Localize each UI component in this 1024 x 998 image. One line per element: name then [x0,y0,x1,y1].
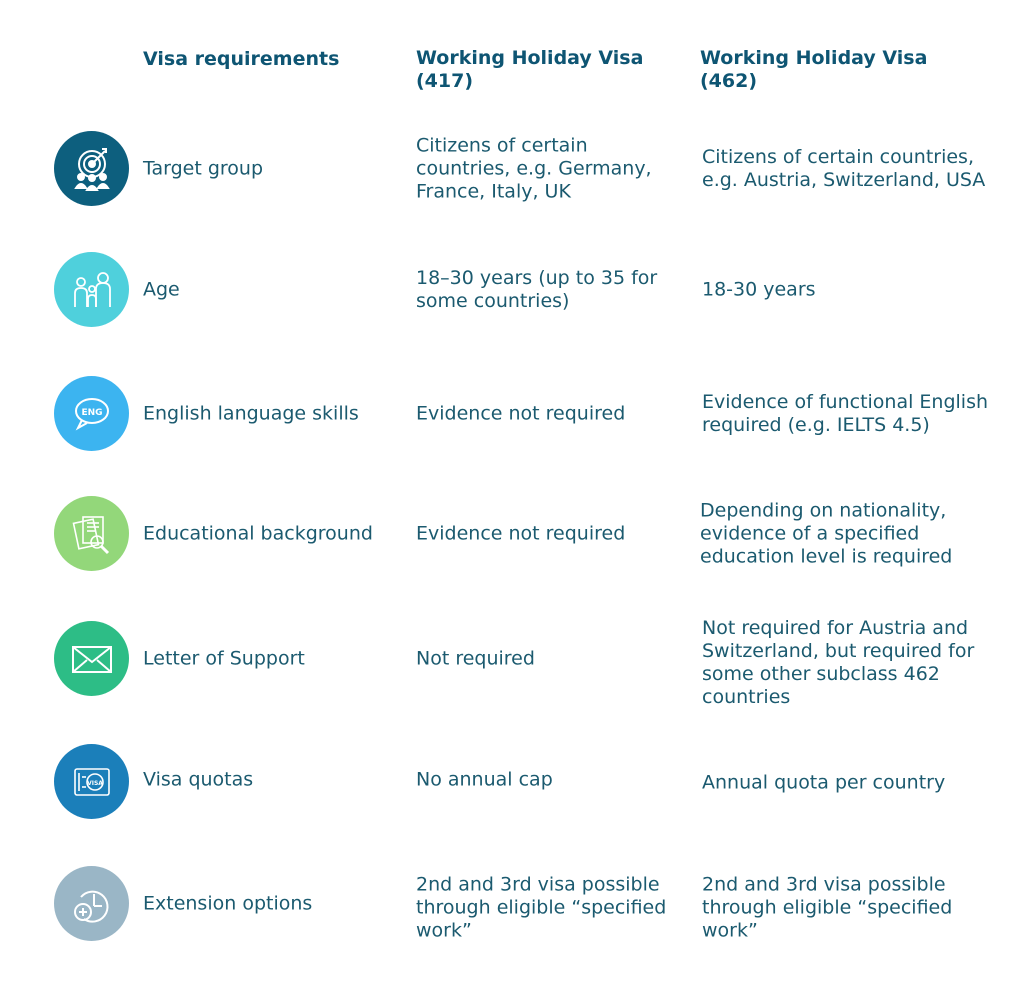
column-header-visa-462: Working Holiday Visa (462) [700,47,928,92]
cell-462: 2nd and 3rd visa possible through eligible “specified work” [702,873,953,942]
row-label: Target group [143,157,264,180]
row-label: English language skills [143,402,359,425]
row-label: Educational background [143,522,373,545]
clock-extension-icon [54,866,129,941]
svg-text:VISA: VISA [86,779,103,787]
cell-417: Not required [416,647,535,670]
column-header-requirements: Visa requirements [143,48,340,70]
cell-462: Evidence of functional English required (e.g. IELTS 4.5) [702,391,989,436]
cell-462: Annual quota per country [702,771,946,794]
cell-417: 2nd and 3rd visa possible through eligible “specified work” [416,873,667,942]
cell-462: Not required for Austria and Switzerland, but required for some other subclass 462 countries [702,617,975,708]
visa-passport-icon [54,744,129,819]
cell-462: 18-30 years [702,278,816,301]
row-label: Extension options [143,892,313,915]
row-label: Age [143,278,180,301]
english-speech-bubble-icon [54,376,129,451]
cell-417: Evidence not required [416,522,626,545]
row-label: Letter of Support [143,647,305,670]
cell-417: Evidence not required [416,402,626,425]
cell-462: Citizens of certain countries, e.g. Austria, Switzerland, USA [702,146,986,191]
target-group-icon [54,131,129,206]
cell-417: 18–30 years (up to 35 for some countries) [416,267,658,312]
cell-462: Depending on nationality, evidence of a specified education level is required [700,499,953,568]
row-label: Visa quotas [143,768,254,791]
documents-magnifier-icon [54,496,129,571]
cell-417: Citizens of certain countries, e.g. Germany, France, Italy, UK [416,134,652,203]
envelope-icon [54,621,129,696]
svg-text:ENG: ENG [80,407,103,418]
column-header-visa-417: Working Holiday Visa (417) [416,47,644,92]
family-age-icon [54,252,129,327]
cell-417: No annual cap [416,768,553,791]
